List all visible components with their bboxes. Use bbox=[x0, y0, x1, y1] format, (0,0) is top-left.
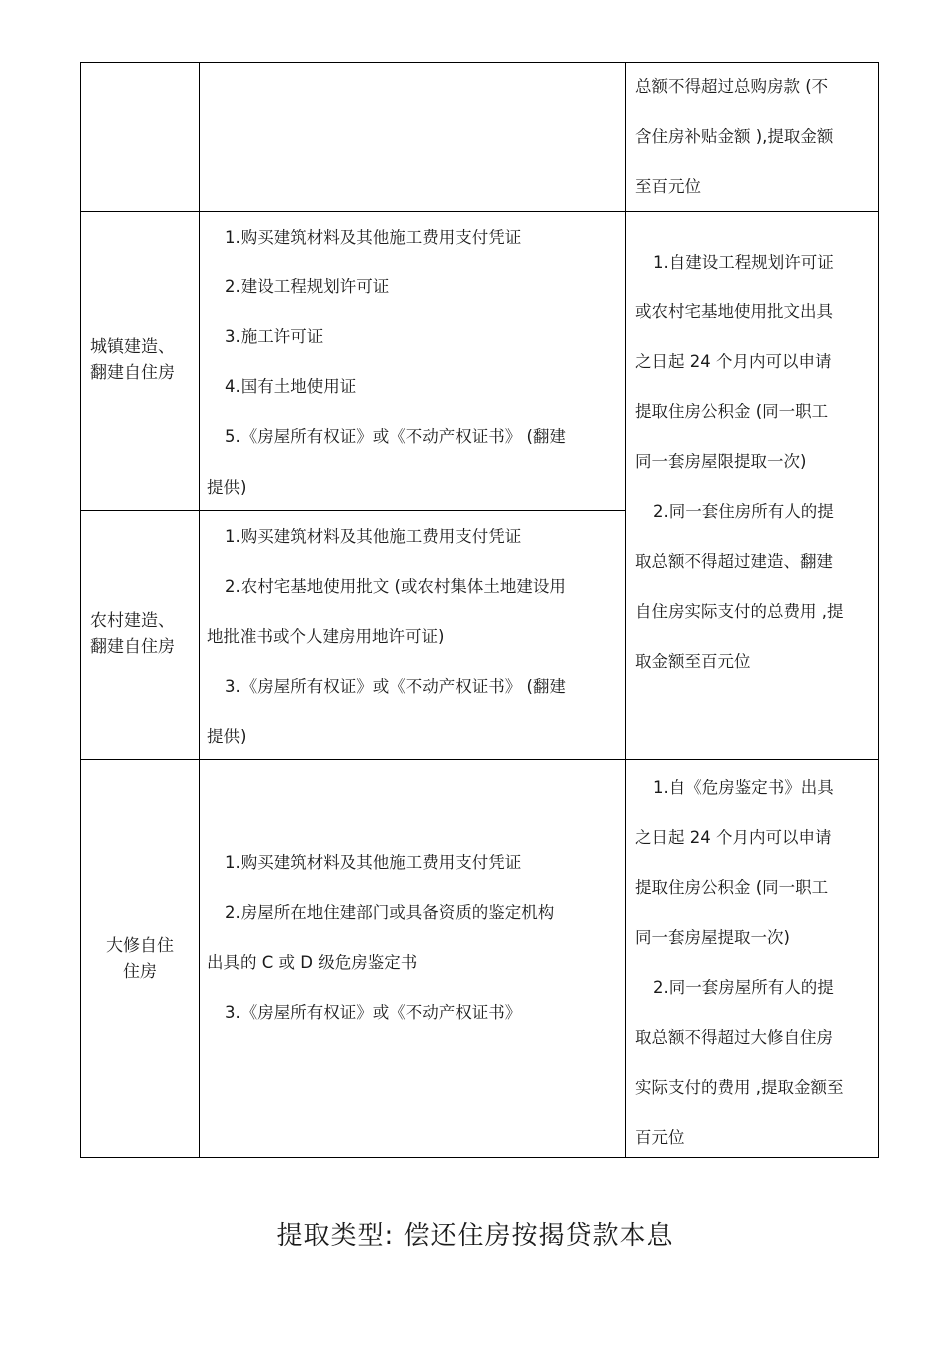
row-note: 含住房补贴金额 ),提取金额 bbox=[635, 127, 834, 146]
category-line: 大修自住 bbox=[106, 936, 174, 956]
material-item: 2.建设工程规划许可证 bbox=[225, 277, 390, 296]
row-note: 百元位 bbox=[635, 1128, 685, 1147]
row-note: 同一套房屋提取一次) bbox=[635, 928, 790, 947]
row-note: 1.自《危房鉴定书》出具 bbox=[653, 778, 834, 797]
row-note: 之日起 24 个月内可以申请 bbox=[635, 352, 832, 371]
section-title: 提取类型: 偿还住房按揭贷款本息 bbox=[276, 1221, 674, 1251]
row-note: 之日起 24 个月内可以申请 bbox=[635, 828, 832, 847]
table-border-right bbox=[878, 62, 879, 1158]
material-item: 提供) bbox=[207, 727, 247, 746]
row-note: 提取住房公积金 (同一职工 bbox=[635, 878, 829, 897]
row-divider bbox=[80, 510, 626, 511]
column-divider bbox=[199, 62, 200, 1158]
category-line: 住房 bbox=[123, 962, 157, 982]
row-note: 取总额不得超过建造、翻建 bbox=[635, 552, 833, 571]
category-line: 翻建自住房 bbox=[90, 637, 175, 657]
material-item: 提供) bbox=[207, 478, 247, 497]
row-note: 实际支付的费用 ,提取金额至 bbox=[635, 1078, 844, 1097]
row-note: 取金额至百元位 bbox=[635, 652, 751, 671]
material-item: 地批准书或个人建房用地许可证) bbox=[207, 627, 445, 646]
category-line: 城镇建造、 bbox=[90, 337, 175, 357]
row-note: 1.自建设工程规划许可证 bbox=[653, 253, 834, 272]
row-note: 自住房实际支付的总费用 ,提 bbox=[635, 602, 844, 621]
column-divider bbox=[625, 62, 626, 1158]
row-note: 或农村宅基地使用批文出具 bbox=[635, 302, 833, 321]
material-item: 1.购买建筑材料及其他施工费用支付凭证 bbox=[225, 527, 522, 546]
row-note: 提取住房公积金 (同一职工 bbox=[635, 402, 829, 421]
category-line: 农村建造、 bbox=[90, 611, 175, 631]
row-note: 总额不得超过总购房款 (不 bbox=[635, 77, 829, 96]
material-item: 5.《房屋所有权证》或《不动产权证书》 (翻建 bbox=[225, 427, 566, 446]
material-item: 4.国有土地使用证 bbox=[225, 377, 357, 396]
material-item: 1.购买建筑材料及其他施工费用支付凭证 bbox=[225, 228, 522, 247]
row-note: 2.同一套住房所有人的提 bbox=[653, 502, 834, 521]
category-line: 翻建自住房 bbox=[90, 363, 175, 383]
row-category bbox=[90, 334, 175, 386]
row-note: 取总额不得超过大修自住房 bbox=[635, 1028, 833, 1047]
material-item: 1.购买建筑材料及其他施工费用支付凭证 bbox=[225, 853, 522, 872]
row-note: 2.同一套房屋所有人的提 bbox=[653, 978, 834, 997]
row-category bbox=[90, 608, 175, 660]
material-item: 3.《房屋所有权证》或《不动产权证书》 (翻建 bbox=[225, 677, 566, 696]
material-item: 3.施工许可证 bbox=[225, 327, 324, 346]
row-note: 同一套房屋限提取一次) bbox=[635, 452, 807, 471]
table-border-left bbox=[80, 62, 81, 1158]
row-note: 至百元位 bbox=[635, 177, 701, 196]
material-item: 2.房屋所在地住建部门或具备资质的鉴定机构 bbox=[225, 903, 555, 922]
row-category bbox=[81, 933, 199, 985]
material-item: 出具的 C 或 D 级危房鉴定书 bbox=[207, 953, 418, 972]
material-item: 2.农村宅基地使用批文 (或农村集体土地建设用 bbox=[225, 577, 566, 596]
material-item: 3.《房屋所有权证》或《不动产权证书》 bbox=[225, 1003, 522, 1022]
